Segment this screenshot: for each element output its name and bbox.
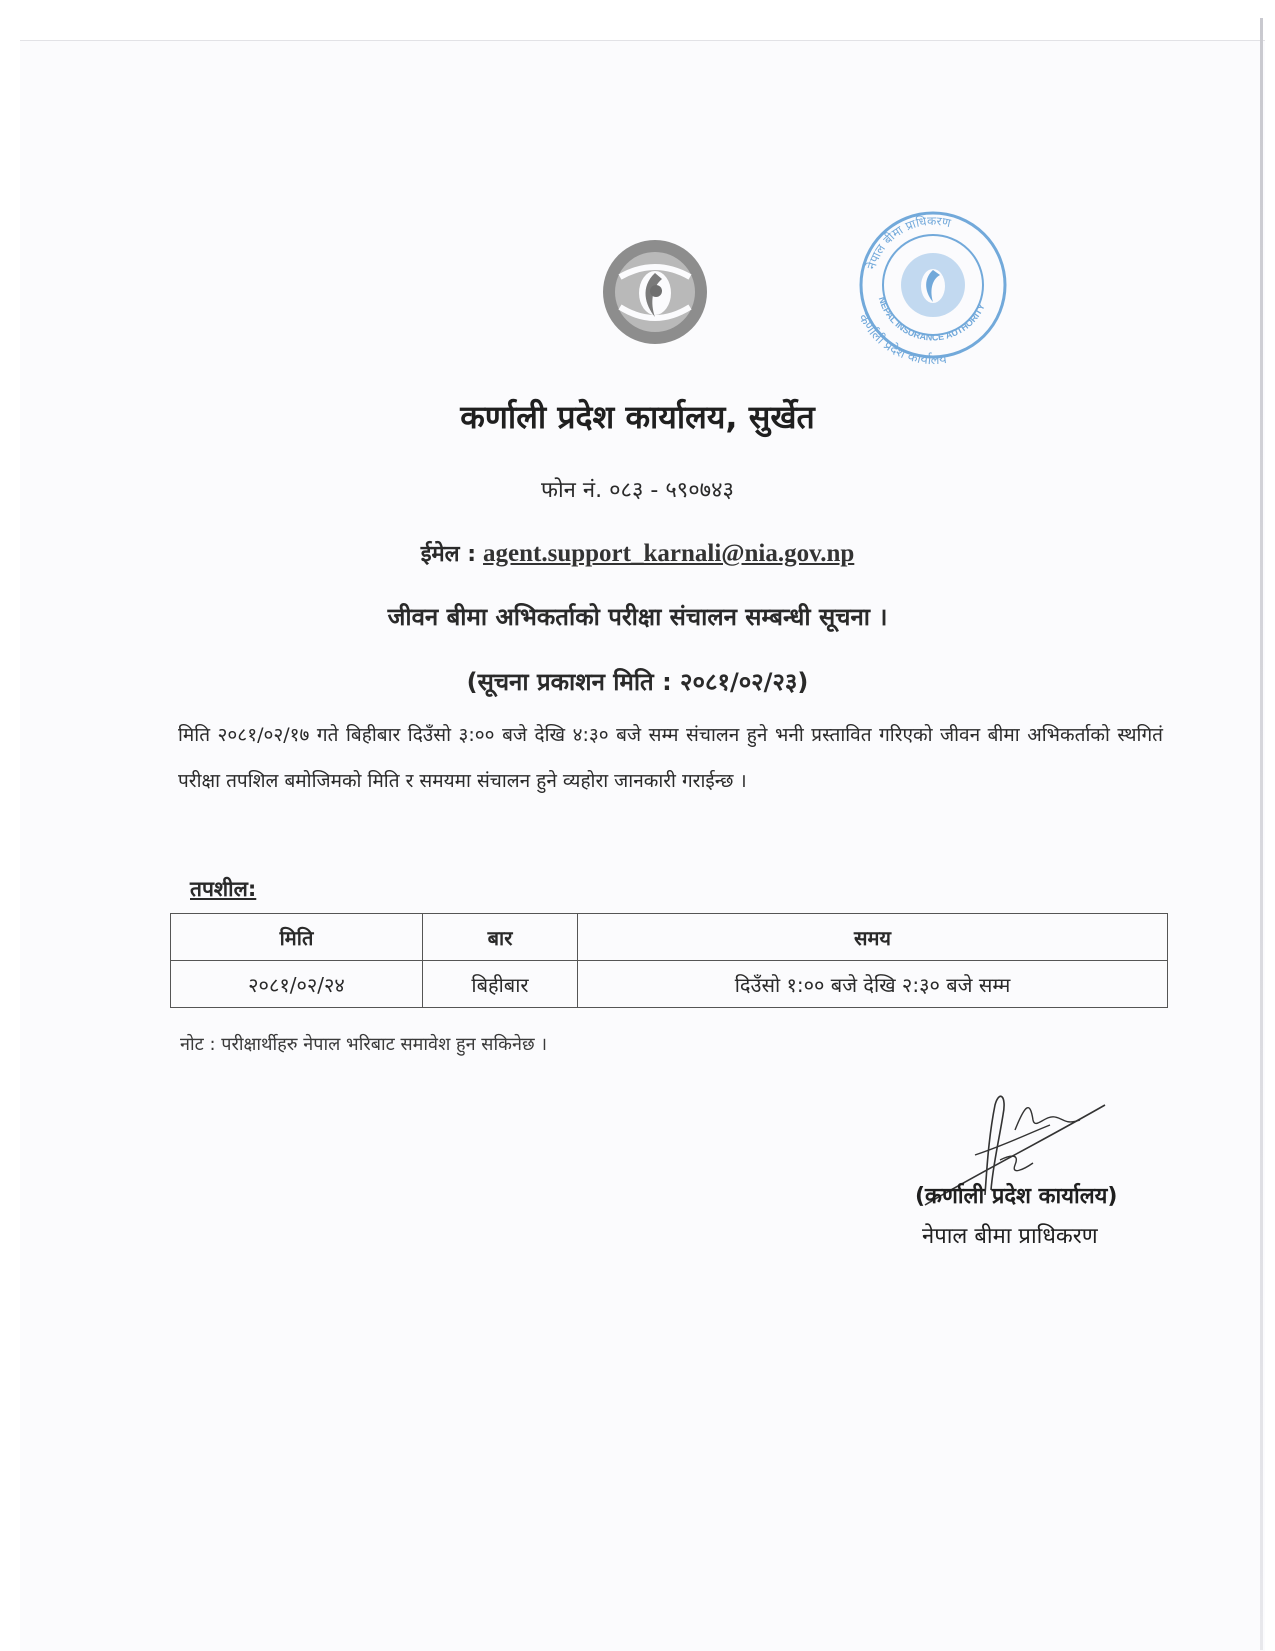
schedule-heading: तपशील: xyxy=(190,877,257,901)
notice-body: मिति २०८१/०२/१७ गते बिहीबार दिउँसो ३:०० बजे देखि ४:३० बजे सम्म संचालन हुने भनी प्रस्तावित गरिएको जीवन बीमा अभिकर्ताको स्थगितं परीक्षा तपशिल बमोजिमको मिति र समयमा संचालन हुने व्यहोरा जानकारी गराईन्छ । xyxy=(178,724,1163,792)
email-link[interactable]: agent.support_karnali@nia.gov.np xyxy=(483,540,855,567)
column-header-time: समय xyxy=(578,914,1168,961)
email-label: ईमेल : xyxy=(420,542,477,567)
signatory-office: (कर्णाली प्रदेश कार्यालय) xyxy=(915,1184,1118,1209)
signatory-authority: नेपाल बीमा प्राधिकरण xyxy=(922,1224,1098,1249)
table-row xyxy=(171,961,1168,1008)
cell-date: २०८१/०२/२४ xyxy=(171,961,423,1008)
scan-edge xyxy=(1260,18,1263,1650)
authority-logo-icon xyxy=(600,237,710,347)
table-header-row xyxy=(171,914,1168,961)
cell-time: दिउँसो १:०० बजे देखि २:३० बजे सम्म xyxy=(578,961,1168,1008)
schedule-note: नोट : परीक्षार्थीहरु नेपाल भरिबाट समावेश हुन सकिनेछ । xyxy=(180,1034,548,1055)
office-seal-icon xyxy=(848,200,1018,370)
notice-subject: जीवन बीमा अभिकर्ताको परीक्षा संचालन सम्बन्धी सूचना । xyxy=(387,603,888,631)
phone-number: फोन नं. ०८३ - ५९०७४३ xyxy=(541,478,734,503)
schedule-table xyxy=(170,913,1168,1008)
seal-nepali-top: नेपाल बीमा प्राधिकरण xyxy=(864,213,952,272)
office-title: कर्णाली प्रदेश कार्यालय, सुर्खेत xyxy=(460,398,815,436)
seal-nepali-bottom: कर्णाली प्रदेश कार्यालय xyxy=(855,311,948,369)
publication-date: (सूचना प्रकाशन मिति : २०८१/०२/२३) xyxy=(466,668,809,696)
column-header-day: बार xyxy=(423,914,578,961)
cell-day: बिहीबार xyxy=(423,961,578,1008)
email-line xyxy=(0,538,1275,568)
column-header-date: मिति xyxy=(171,914,423,961)
seal-english-text: NEPAL INSURANCE AUTHORITY xyxy=(876,295,987,343)
